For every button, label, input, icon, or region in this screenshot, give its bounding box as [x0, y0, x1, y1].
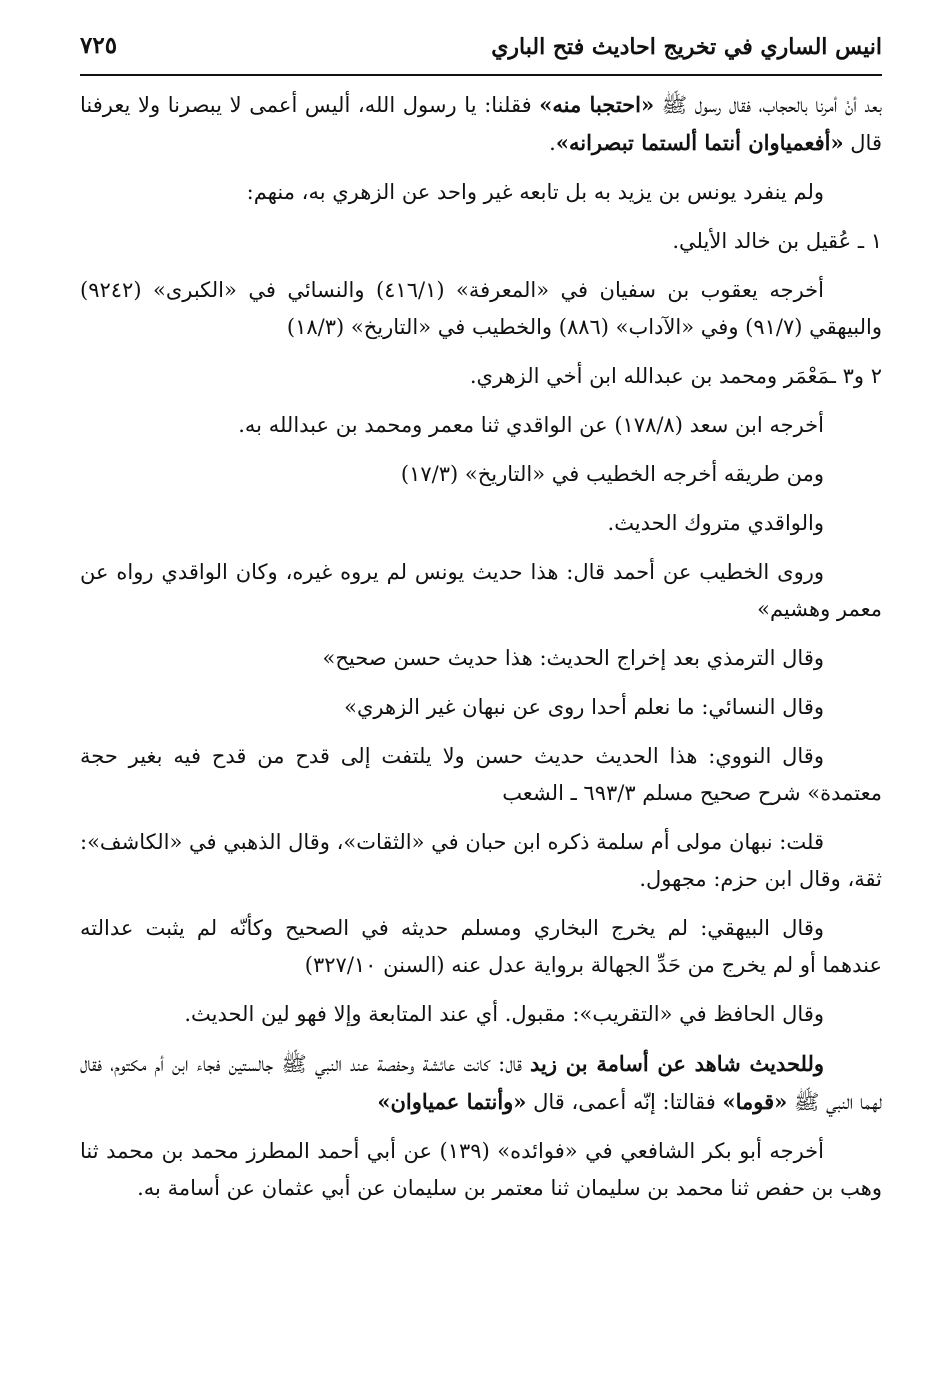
paragraph-13: قلت: نبهان مولى أم سلمة ذكره ابن حبان في «الثقات»، وقال الذهبي في «الكاشف»: ثقة، وقال ابن حزم: مجهول.: [80, 830, 882, 891]
text-span: فقلنا: يا رسول الله، أليس أعمى لا يبصرنا ولا يعرفنا قال: [80, 93, 882, 155]
page-header: [80, 30, 882, 76]
text-span: بعد أنْ أمرنا بالحجاب، فقال رسول ﷺ: [654, 93, 882, 117]
paragraph-12: وقال النووي: هذا الحديث حديث حسن ولا يلتفت إلى قدح من قدح فيه بغير حجة معتمدة» شرح صحيح مسلم ٦٩٣/٣ ـ الشعب: [80, 744, 882, 805]
paragraph-15: وقال الحافظ في «التقريب»: مقبول. أي عند المتابعة وإلا فهو لين الحديث.: [184, 1002, 824, 1026]
paragraph-17: أخرجه أبو بكر الشافعي في «فوائده» (١٣٩) عن أبي أحمد المطرز محمد بن محمد ثنا وهب بن حفص ثنا محمد بن سليمان ثنا معتمر بن سليمان عن أبي عثمان عن أسامة به.: [80, 1139, 882, 1200]
paragraph-14: وقال البيهقي: لم يخرج البخاري ومسلم حديثه في الصحيح وكأنّه لم يثبت عدالته عندهما أو لم يخرج من حَدِّ الجهالة برواية عدل عنه (السنن ٣٢٧/١٠): [80, 916, 882, 977]
paragraph-6: أخرجه ابن سعد (١٧٨/٨) عن الواقدي ثنا معمر ومحمد بن عبدالله به.: [238, 413, 824, 437]
text-span: قال: كانت عائشة وحفصة عند النبي ﷺ جالستين فجاء ابن أم مكتوم، فقال لهما النبي ﷺ: [80, 1052, 882, 1114]
page-number: ٧٢٥: [80, 32, 118, 59]
hadith-quote: «احتجبا منه»: [539, 92, 655, 117]
paragraph-11: وقال النسائي: ما نعلم أحدا روى عن نبهان غير الزهري»: [344, 695, 824, 719]
text-span: .: [549, 131, 556, 155]
paragraph-4: أخرجه يعقوب بن سفيان في «المعرفة» (٤١٦/١) والنسائي في «الكبرى» (٩٢٤٢) والبيهقي (٩١/٧) وفي «الآداب» (٨٨٦) والخطيب في «التاريخ» (١٨/٣): [80, 278, 882, 339]
numbered-item-1: ١ ـ عُقيل بن خالد الأيلي.: [672, 229, 882, 253]
running-title: انيس الساري في تخريج احاديث فتح الباري: [491, 34, 882, 60]
paragraph-7: ومن طريقه أخرجه الخطيب في «التاريخ» (١٧/٣): [400, 462, 824, 486]
hadith-quote: «قوما»: [722, 1089, 788, 1114]
paragraph-16: [80, 1045, 882, 1121]
hadith-quote: «وأنتما عمياوان»: [377, 1089, 527, 1114]
text-span-bold: وللحديث شاهد عن أسامة بن زيد: [530, 1051, 824, 1076]
hadith-quote: «أفعمياوان أنتما ألستما تبصرانه»: [555, 130, 844, 155]
text-span: فقالتا: إنّه أعمى، قال: [526, 1090, 723, 1114]
paragraph-2: ولم ينفرد يونس بن يزيد به بل تابعه غير واحد عن الزهري به، منهم:: [246, 180, 824, 204]
numbered-item-2-3: ٢ و٣ ـمَعْمَر ومحمد بن عبدالله ابن أخي الزهري.: [469, 364, 882, 388]
paragraph-9: وروى الخطيب عن أحمد قال: هذا حديث يونس لم يروه غيره، وكان الواقدي رواه عن معمر وهشيم»: [80, 560, 882, 621]
paragraph-10: وقال الترمذي بعد إخراج الحديث: هذا حديث حسن صحيح»: [322, 646, 824, 670]
paragraph-1: [80, 86, 882, 162]
body-text: [80, 86, 882, 1207]
paragraph-8: والواقدي متروك الحديث.: [607, 511, 824, 535]
